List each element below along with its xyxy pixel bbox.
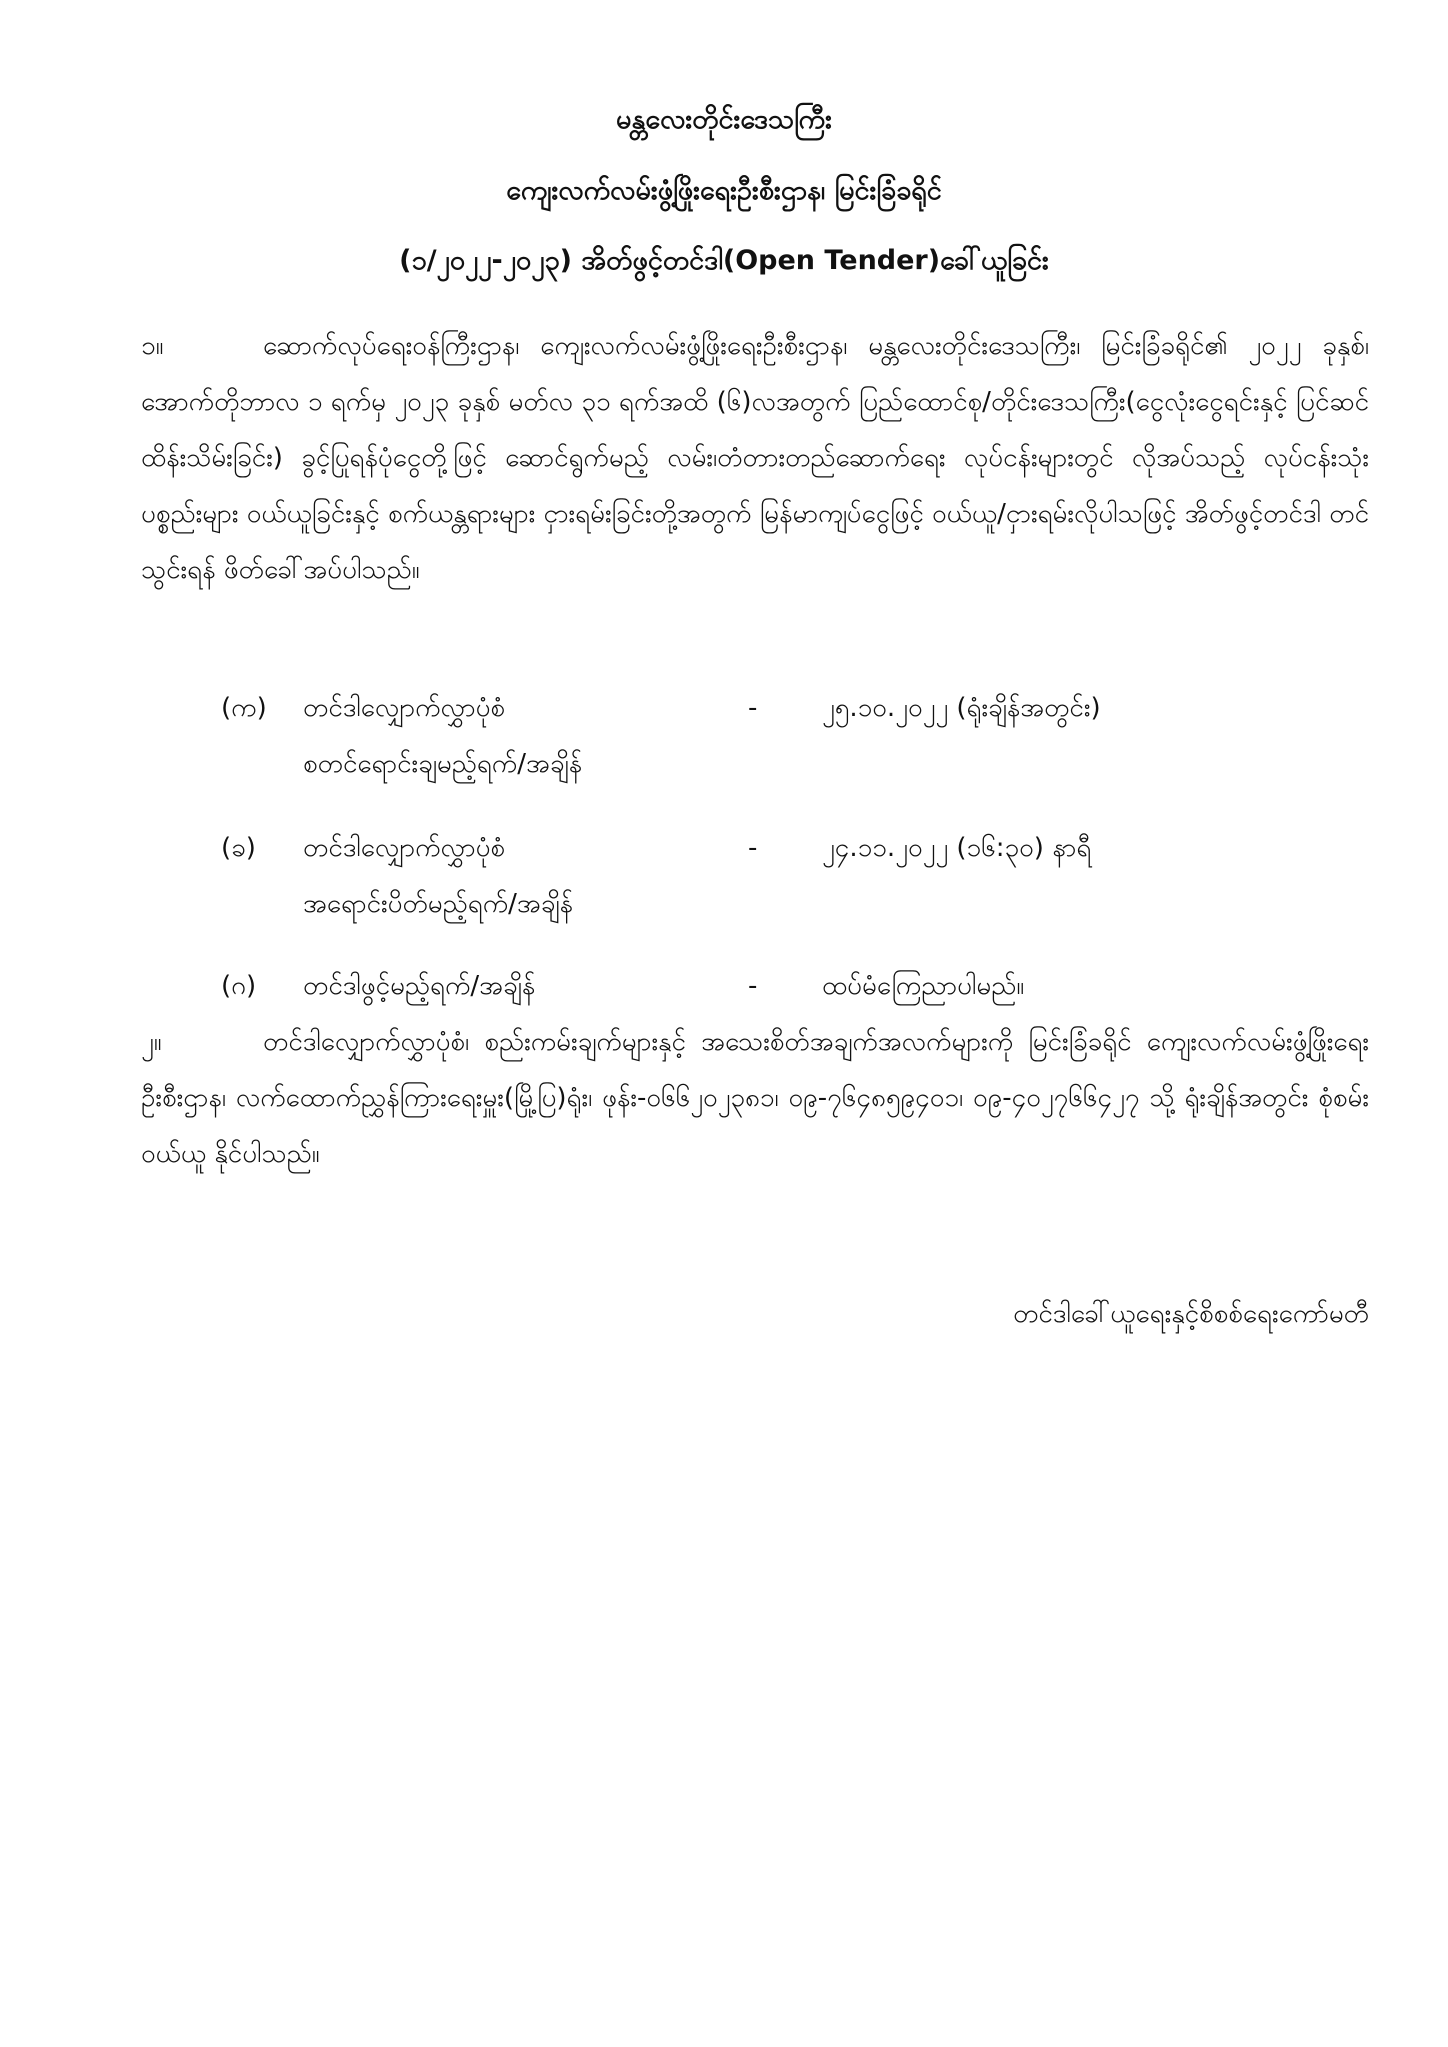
item-line-1: တင်ဒါဖွင့်မည့်ရက်/အချိန် xyxy=(303,971,536,1001)
item-label: (ခ) xyxy=(221,833,256,863)
item-dash: - xyxy=(748,971,758,1001)
committee-signature: တင်ဒါခေါ်ယူရေးနှင့်စိစစ်ရေးကော်မတီ xyxy=(1013,1299,1369,1329)
item-description xyxy=(303,820,573,932)
item-line-2: အရောင်းပိတ်မည့်ရက်/အချိန် xyxy=(303,889,573,919)
item-value: ထပ်မံကြေညာပါမည်။ xyxy=(822,971,1025,1001)
paragraph-2 xyxy=(141,1014,1369,1182)
item-label: (ဂ) xyxy=(221,971,257,1001)
schedule-item-sale-close xyxy=(0,820,1448,930)
paragraph-text: တင်ဒါလျှောက်လွှာပုံစံ၊ စည်းကမ်းချက်များနှင့် အသေးစိတ်အချက်အလက်များကို မြင်းခြံခရိုင် ကျေးလက်လမ်းဖွံ့ဖြိုးရေးဦးစီးဌာန၊ လက်ထောက်ညွှန်ကြားရေးမှူး(မြို့ပြ)ရုံး၊ ဖုန်း-၀၆၆၂၀၂၃၈၁၊ ၀၉-၇၆၄၈၅၉၄၀၁၊ ၀၉-၄၀၂၇၆၆၄၂၇ သို့ ရုံးချိန်အတွင်း စုံစမ်းဝယ်ယူ နိုင်ပါသည်။ xyxy=(141,1027,1369,1169)
item-description xyxy=(303,680,582,792)
paragraph-number: ၂။ xyxy=(141,1027,162,1057)
item-value: ၂၄.၁၁.၂၀၂၂ (၁၆:၃၀) နာရီ xyxy=(822,833,1092,863)
paragraph-1 xyxy=(141,318,1369,598)
item-dash: - xyxy=(748,693,758,723)
item-label: (က) xyxy=(221,693,267,723)
schedule-item-sale-start xyxy=(0,680,1448,790)
region-heading: မန္တလေးတိုင်းဒေသကြီး xyxy=(616,104,832,135)
item-dash: - xyxy=(748,833,758,863)
paragraph-text: ဆောက်လုပ်ရေးဝန်ကြီးဌာန၊ ကျေးလက်လမ်းဖွံ့ဖြိုးရေးဦးစီးဌာန၊ မန္တလေးတိုင်းဒေသကြီး၊ မြင်းခြံခရိုင်၏ ၂၀၂၂ ခုနှစ်၊ အောက်တိုဘာလ ၁ ရက်မှ ၂၀၂၃ ခုနှစ် မတ်လ ၃၁ ရက်အထိ (၆)လအတွက် ပြည်ထောင်စု/တိုင်းဒေသကြီး(ငွေလုံးငွေရင်းနှင့် ပြင်ဆင်ထိန်းသိမ်းခြင်း) ခွင့်ပြုရန်ပုံငွေတို့ဖြင့် ဆောင်ရွက်မည့် လမ်း၊တံတားတည်ဆောက်ရေး လုပ်ငန်းများတွင် လိုအပ်သည့် လုပ်ငန်းသုံးပစ္စည်းများ ဝယ်ယူခြင်းနှင့် စက်ယန္တရားများ ငှားရမ်းခြင်းတို့အတွက် မြန်မာကျပ်ငွေဖြင့် ဝယ်ယူ/ငှားရမ်းလိုပါသဖြင့် အိတ်ဖွင့်တင်ဒါ တင်သွင်းရန် ဖိတ်ခေါ်အပ်ပါသည်။ xyxy=(141,331,1369,585)
item-line-1: တင်ဒါလျှောက်လွှာပုံစံ xyxy=(303,693,506,723)
item-description xyxy=(303,958,535,1014)
item-value: ၂၅.၁၀.၂၀၂၂ (ရုံးချိန်အတွင်း) xyxy=(822,693,1101,723)
item-line-1: တင်ဒါလျှောက်လွှာပုံစံ xyxy=(303,833,506,863)
item-line-2: စတင်ရောင်းချမည့်ရက်/အချိန် xyxy=(303,749,583,779)
paragraph-number: ၁။ xyxy=(141,331,164,361)
notice-title: (၁/၂၀၂၂-၂၀၂၃) အိတ်ဖွင့်တင်ဒါ(Open Tender)ခေါ်ယူခြင်း xyxy=(399,245,1049,276)
department-heading: ကျေးလက်လမ်းဖွံ့ဖြိုးရေးဦးစီးဌာန၊ မြင်းခြံခရိုင် xyxy=(506,175,942,206)
